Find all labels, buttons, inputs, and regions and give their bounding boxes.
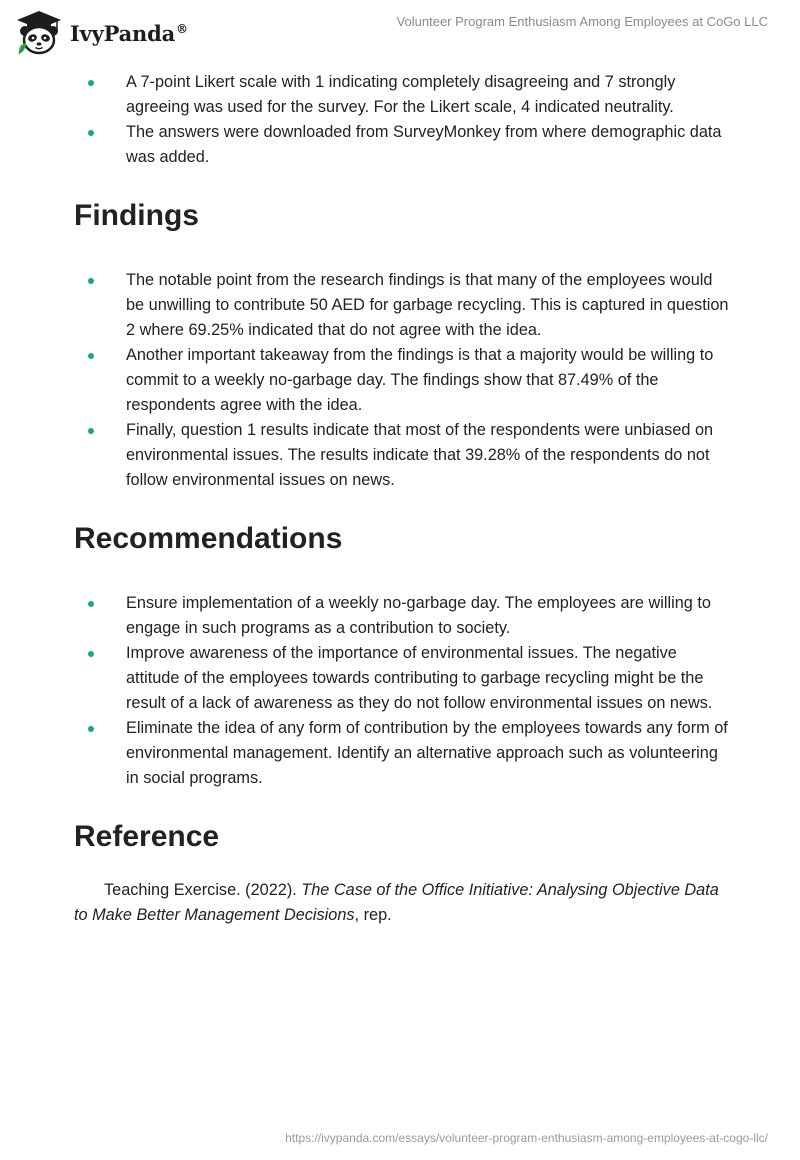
reference-title: The Case of the Office Initiative: Analysing Objective Data to Make Better Management Decisions [74,881,719,924]
recommendations-bullet-list [74,591,734,791]
ivypanda-logo[interactable] [14,8,188,58]
panda-graduate-icon [14,9,64,57]
list-item: Eliminate the idea of any form of contribution by the employees towards any form of environmental management. Identify an alternative approach such as volunteering in social programs. [74,716,734,791]
bullet-icon [88,353,94,359]
reference-entry: Teaching Exercise. (2022). The Case of the Office Initiative: Analysing Objective Data to Make Better Management Decisions, rep. [74,881,719,924]
bullet-icon [88,278,94,284]
bullet-icon [88,726,94,732]
findings-bullet-list [74,268,734,493]
bullet-icon [88,601,94,607]
bullet-icon [88,80,94,86]
list-item: A 7-point Likert scale with 1 indicating completely disagreeing and 7 strongly agreeing was used for the survey. For the Likert scale, 4 indicated neutrality. [74,70,734,120]
article-body [74,70,734,928]
page-header [0,0,800,64]
document-title: Volunteer Program Enthusiasm Among Employees at CoGo LLC [396,14,768,29]
list-item: Ensure implementation of a weekly no-garbage day. The employees are willing to engage in such programs as a contribution to society. [74,591,734,641]
list-item: Another important takeaway from the findings is that a majority would be willing to commit to a weekly no-garbage day. The findings show that 87.49% of the respondents agree with the idea. [74,343,734,418]
findings-heading: Findings [74,199,199,232]
bullet-icon [88,428,94,434]
list-item: The notable point from the research findings is that many of the employees would be unwilling to contribute 50 AED for garbage recycling. This is captured in question 2 where 69.25% indicated that do not agree with the idea. [74,268,734,343]
list-item: The answers were downloaded from SurveyMonkey from where demographic data was added. [74,120,734,170]
reference-heading: Reference [74,820,220,853]
bullet-icon [88,651,94,657]
recommendations-heading: Recommendations [74,522,343,555]
logo-wordmark: IvyPanda® [70,20,188,46]
list-item: Improve awareness of the importance of environmental issues. The negative attitude of the employees towards contributing to garbage recycling might be the result of a lack of awareness as they do not follow environmental issues on news. [74,641,734,716]
bullet-icon [88,130,94,136]
intro-bullet-list [74,70,734,170]
list-item: Finally, question 1 results indicate that most of the respondents were unbiased on environmental issues. The results indicate that 39.28% of the respondents do not follow environmental issues on news. [74,418,734,493]
source-url[interactable]: https://ivypanda.com/essays/volunteer-program-enthusiasm-among-employees-at-cogo-llc/ [285,1131,768,1145]
